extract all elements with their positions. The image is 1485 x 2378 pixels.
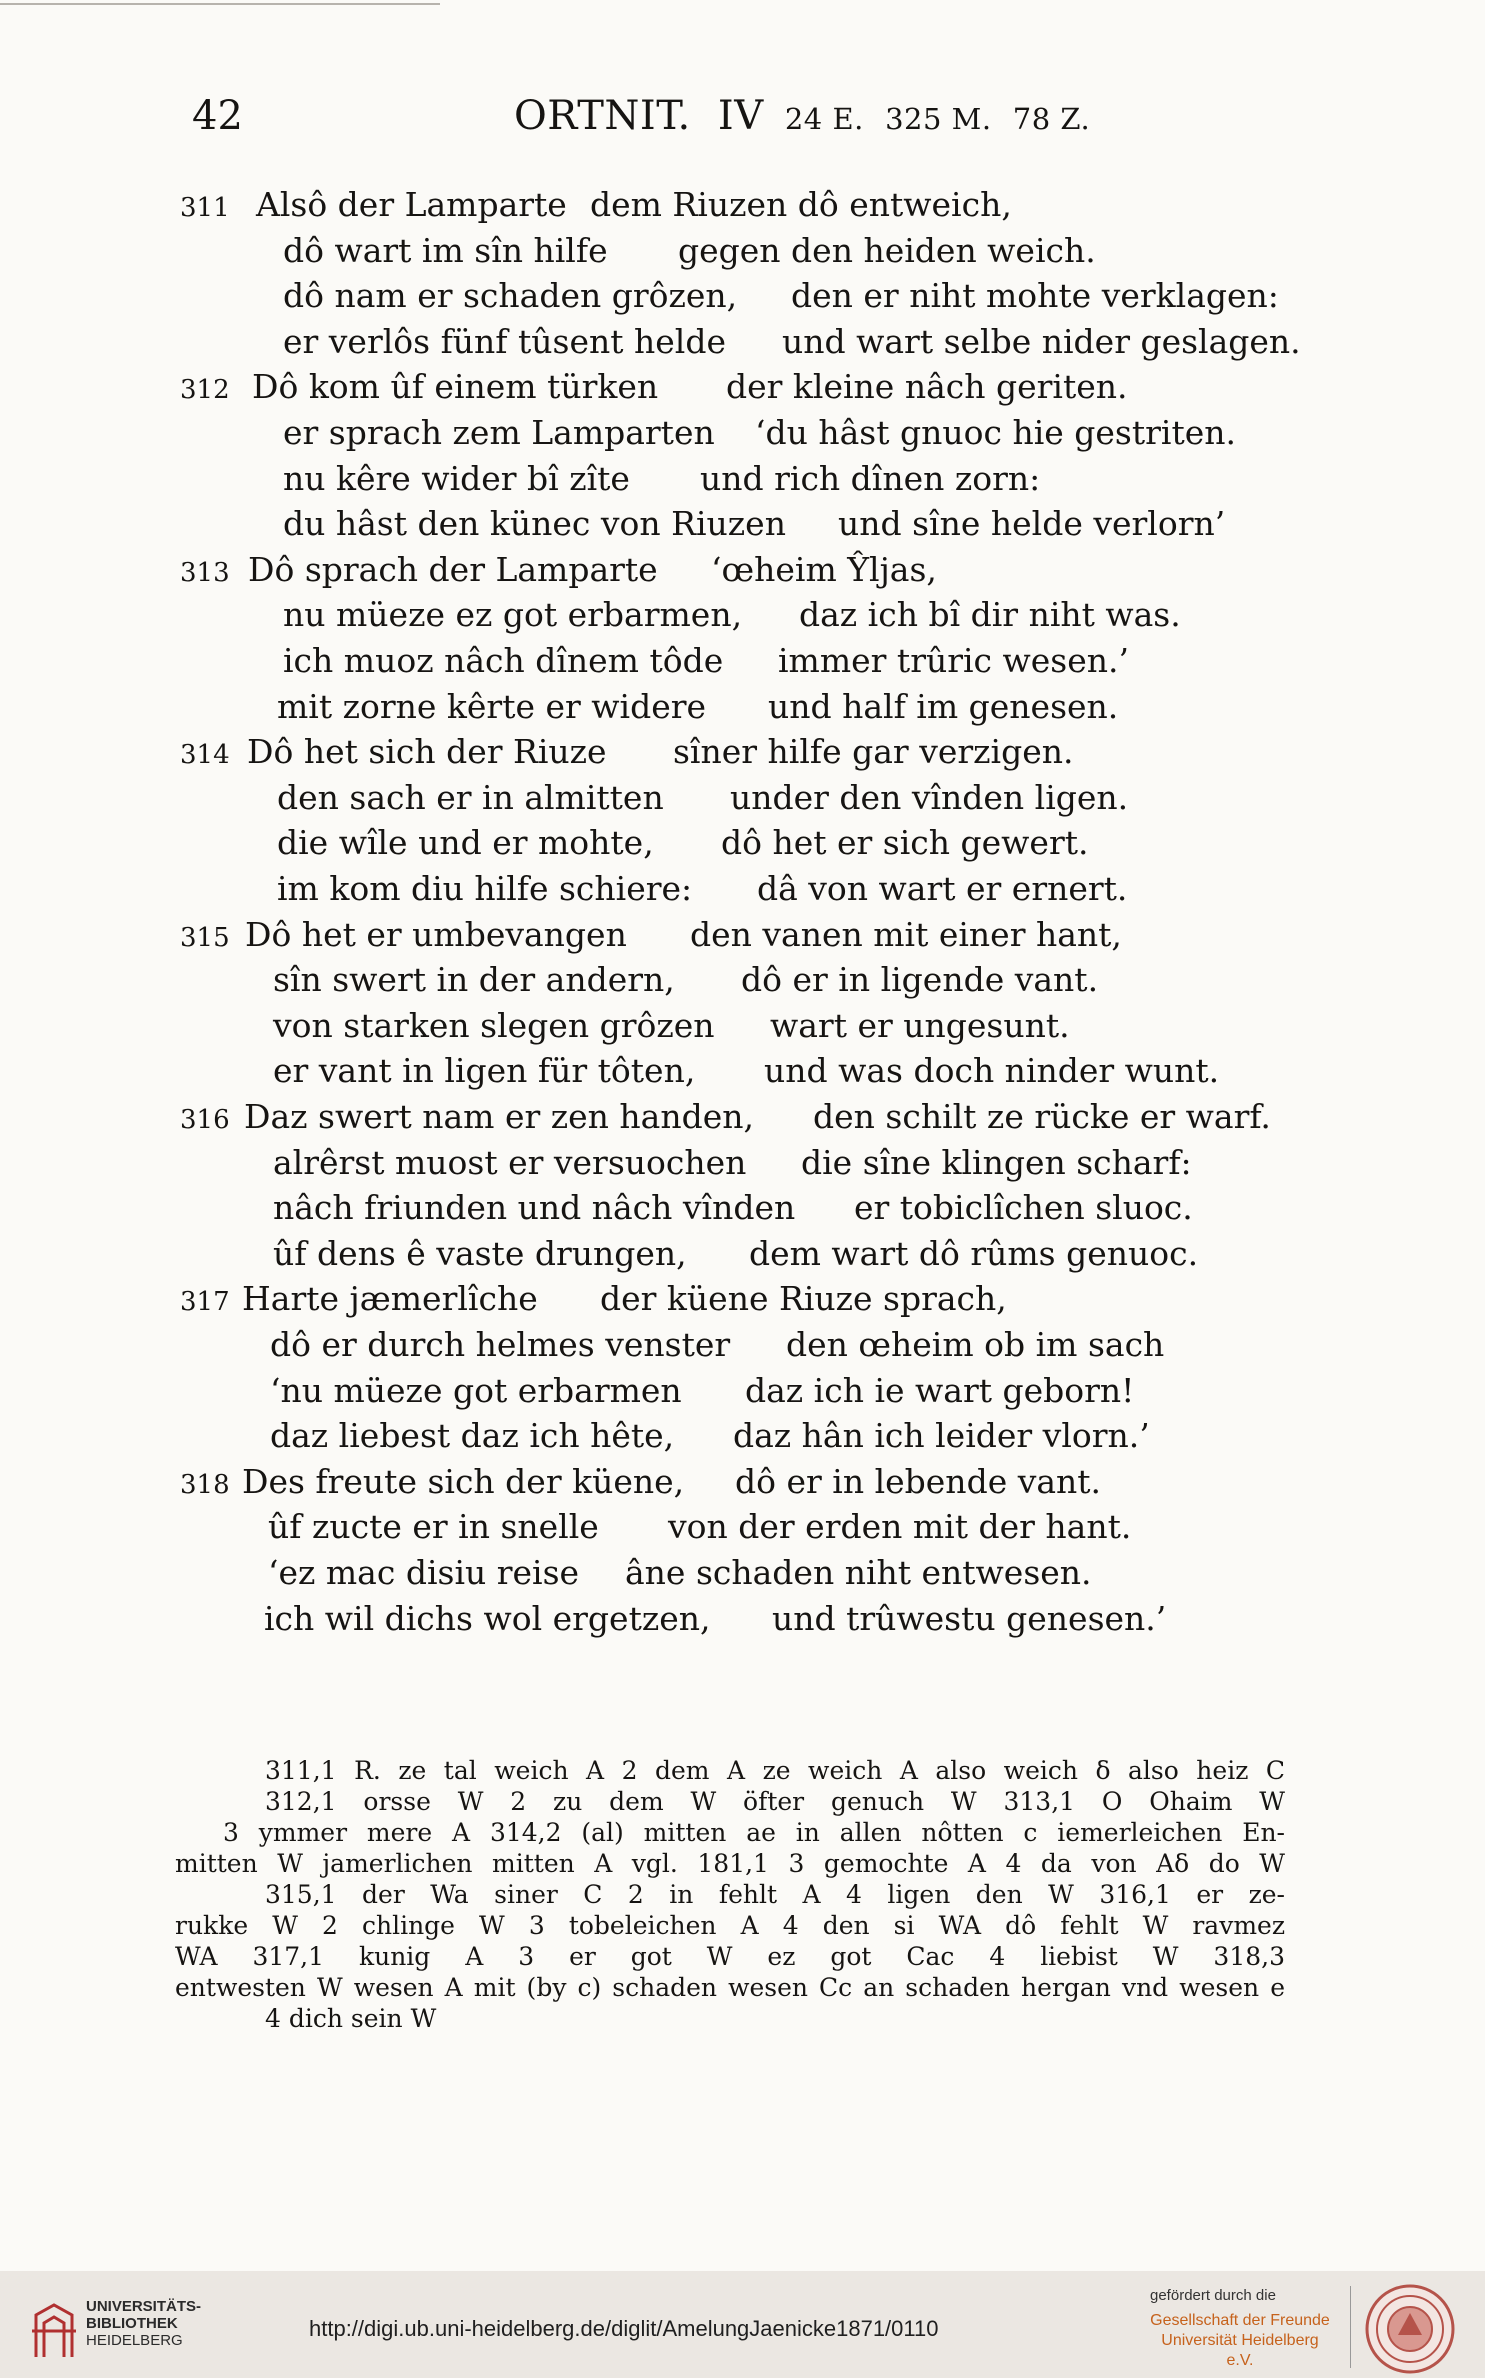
verse-second-half: den œheim ob im sach xyxy=(786,1325,1165,1364)
verse-second-half: den er niht mohte verklagen: xyxy=(791,276,1279,316)
apparatus-line: 311,1 R. ze tal weich A 2 dem A ze weich A also weich δ also heiz C xyxy=(265,1756,1285,1785)
verse-line xyxy=(0,1185,1485,1231)
verse-line xyxy=(0,957,1485,1003)
verse-second-half: under den vînden ligen. xyxy=(730,777,1129,817)
verse-first-half: er vant in ligen für tôten, xyxy=(273,1051,696,1091)
verse-first-half: daz liebest daz ich hête, xyxy=(270,1416,675,1456)
library-name-line: UNIVERSITÄTS- xyxy=(86,2298,202,2315)
verse-line xyxy=(0,273,1485,319)
apparatus-line: 3 ymmer mere A 314,2 (al) mitten ae in allen nôtten c iemerleichen En- xyxy=(223,1818,1285,1847)
verse-line xyxy=(0,1459,1485,1505)
verse-second-half: den vanen mit einer hant, xyxy=(690,914,1122,954)
verse-first-half: ûf dens ê vaste drungen, xyxy=(273,1233,687,1273)
stanza-number: 311 xyxy=(180,193,230,223)
society-name xyxy=(1149,2311,1331,2371)
verse-second-half: und trûwestu genesen.’ xyxy=(772,1598,1167,1638)
running-head-ref-e: 24 E. xyxy=(784,102,864,136)
verse-line xyxy=(0,1504,1485,1550)
apparatus-line: 4 dich sein W xyxy=(265,2004,437,2033)
running-head-title: ORTNIT. xyxy=(514,93,691,139)
verse-line xyxy=(0,501,1485,547)
stanza-number: 318 xyxy=(180,1469,230,1500)
verse-second-half: ‘du hâst gnuoc hie gestriten. xyxy=(755,413,1236,452)
verse-line xyxy=(0,775,1485,821)
verse-first-half: den sach er in almitten xyxy=(277,777,664,817)
library-name xyxy=(86,2298,201,2349)
verse-first-half: er verlôs fünf tûsent helde xyxy=(283,321,726,361)
verse-first-half: im kom diu hilfe schiere: xyxy=(277,869,693,908)
verse-line xyxy=(0,456,1485,502)
verse-second-half: den schilt ze rücke er warf. xyxy=(813,1097,1271,1136)
verse-second-half: die sîne klingen scharf: xyxy=(801,1142,1192,1182)
society-seal-icon xyxy=(1362,2283,1458,2375)
verse-second-half: dô het er sich gewert. xyxy=(721,823,1089,863)
library-name-line: BIBLIOTHEK xyxy=(86,2315,178,2332)
running-head-ref-m: 325 M. xyxy=(885,102,992,136)
verse-first-half: du hâst den künec von Riuzen xyxy=(283,504,786,544)
verse-second-half: dem Riuzen dô entweich, xyxy=(590,185,1012,224)
society-name-line: Gesellschaft der Freunde xyxy=(1150,2312,1330,2329)
apparatus-line: 315,1 der Wa siner C 2 in fehlt A 4 ligen den W 316,1 er ze- xyxy=(265,1880,1285,1909)
verse-first-half: mit zorne kêrte er widere xyxy=(277,686,707,726)
verse-line xyxy=(0,820,1485,866)
verse-first-half: ich muoz nâch dînem tôde xyxy=(283,641,724,680)
verse-first-half: nu müeze ez got erbarmen, xyxy=(283,595,743,635)
verse-line xyxy=(0,912,1485,958)
verse-first-half: Dô het sich der Riuze xyxy=(247,732,607,772)
running-head xyxy=(514,86,1090,146)
verse-second-half: und rich dînen zorn: xyxy=(700,458,1041,498)
apparatus-line: WA 317,1 kunig A 3 er got W ez got Cac 4 liebist W 318,3 xyxy=(175,1942,1285,1971)
verse-first-half: von starken slegen grôzen xyxy=(273,1005,715,1045)
verse-second-half: von der erden mit der hant. xyxy=(668,1507,1132,1547)
verse-second-half: dâ von wart er ernert. xyxy=(757,869,1128,908)
verse-second-half: der küene Riuze sprach, xyxy=(600,1279,1007,1319)
verse-second-half: und half im genesen. xyxy=(768,686,1119,726)
society-name-line: Universität Heidelberg e.V. xyxy=(1161,2332,1319,2369)
verse-line xyxy=(0,1276,1485,1322)
verse-line xyxy=(0,364,1485,410)
verse-second-half: der kleine nâch geriten. xyxy=(726,367,1128,407)
verse-first-half: Daz swert nam er zen handen, xyxy=(244,1097,754,1136)
verse-first-half: dô er durch helmes venster xyxy=(270,1325,731,1364)
verse-second-half: wart er ungesunt. xyxy=(770,1005,1070,1045)
verse-first-half: sîn swert in der andern, xyxy=(273,960,675,1000)
verse-second-half: ‘œheim Ŷljas, xyxy=(711,549,937,589)
verse-line xyxy=(0,1596,1485,1642)
verse-second-half: gegen den heiden weich. xyxy=(678,230,1096,270)
apparatus-line: entwesten W wesen A mit (by c) schaden wesen Cc an schaden hergan vnd wesen e xyxy=(175,1973,1285,2002)
verse-first-half: Dô kom ûf einem türken xyxy=(252,367,659,407)
verse-first-half: alrêrst muost er versuochen xyxy=(273,1142,747,1182)
verse-second-half: immer trûric wesen.’ xyxy=(778,641,1129,680)
verse-first-half: ûf zucte er in snelle xyxy=(268,1507,599,1547)
verse-first-half: die wîle und er mohte, xyxy=(277,823,654,863)
verse-second-half: und wart selbe nider geslagen. xyxy=(782,321,1301,361)
verse-first-half: Dô sprach der Lamparte xyxy=(248,549,658,589)
verse-line xyxy=(0,410,1485,456)
footer-divider xyxy=(1350,2286,1351,2368)
verse-line xyxy=(0,228,1485,274)
verse-second-half: dô er in ligende vant. xyxy=(741,960,1099,1000)
verse-first-half: ich wil dichs wol ergetzen, xyxy=(264,1598,711,1638)
running-head-book: IV xyxy=(717,93,764,139)
scan-top-edge xyxy=(0,3,440,5)
verse-second-half: dem wart dô rûms genuoc. xyxy=(749,1233,1199,1273)
verse-line xyxy=(0,1048,1485,1094)
verse-second-half: dô er in lebende vant. xyxy=(735,1461,1102,1501)
verse-line xyxy=(0,1368,1485,1414)
verse-line xyxy=(0,547,1485,593)
apparatus-line: mitten W jamerlichen mitten A vgl. 181,1 3 gemochte A 4 da von Aδ do W xyxy=(175,1849,1285,1878)
stanza-number: 312 xyxy=(180,375,230,406)
running-head-ref-z: 78 Z. xyxy=(1012,102,1091,136)
verse-line xyxy=(0,319,1485,365)
verse-first-half: Des freute sich der küene, xyxy=(242,1461,685,1501)
verse-first-half: nâch friunden und nâch vînden xyxy=(273,1188,796,1228)
ub-heidelberg-logo-icon xyxy=(28,2301,80,2359)
verse-line xyxy=(0,1322,1485,1368)
stanza-number: 315 xyxy=(180,922,230,953)
verse-line xyxy=(0,1140,1485,1186)
supported-by-label: gefördert durch die xyxy=(1150,2287,1276,2304)
verse-second-half: und sîne helde verlorn’ xyxy=(838,504,1226,544)
verse-first-half: dô nam er schaden grôzen, xyxy=(283,276,738,316)
verse-first-half: er sprach zem Lamparten xyxy=(283,413,715,452)
verse-first-half: nu kêre wider bî zîte xyxy=(283,458,630,498)
verse-first-half: dô wart im sîn hilfe xyxy=(283,230,608,270)
verse-first-half: Dô het er umbevangen xyxy=(245,914,627,954)
stanza-number: 317 xyxy=(180,1287,230,1318)
stanza-number: 314 xyxy=(180,740,230,771)
verse-line xyxy=(0,1003,1485,1049)
verse-second-half: âne schaden niht entwesen. xyxy=(625,1553,1092,1592)
verse-second-half: sîner hilfe gar verzigen. xyxy=(673,732,1074,772)
verse-line xyxy=(0,182,1485,228)
verse-second-half: und was doch ninder wunt. xyxy=(764,1051,1220,1091)
verse-second-half: daz hân ich leider vlorn.’ xyxy=(733,1416,1150,1456)
verse-line xyxy=(0,684,1485,730)
verse-first-half: Alsô der Lamparte xyxy=(256,185,567,224)
apparatus-line: 312,1 orsse W 2 zu dem W öfter genuch W 313,1 O Ohaim W xyxy=(265,1787,1285,1816)
verse-line xyxy=(0,729,1485,775)
verse-line xyxy=(0,638,1485,684)
permalink-url[interactable]: http://digi.ub.uni-heidelberg.de/diglit/AmelungJaenicke1871/0110 xyxy=(309,2316,939,2341)
digitization-footer xyxy=(0,2271,1485,2378)
critical-apparatus xyxy=(175,1755,1285,2034)
verse-line xyxy=(0,1550,1485,1596)
verse-line xyxy=(0,866,1485,912)
library-name-line: HEIDELBERG xyxy=(86,2332,183,2349)
verse-line xyxy=(0,592,1485,638)
verse-second-half: daz ich ie wart geborn! xyxy=(745,1370,1135,1410)
verse-line xyxy=(0,1413,1485,1459)
page-number: 42 xyxy=(192,93,243,139)
apparatus-line: rukke W 2 chlinge W 3 tobeleichen A 4 den si WA dô fehlt W ravmez xyxy=(175,1911,1285,1940)
verse-second-half: er tobiclîchen sluoc. xyxy=(854,1188,1193,1228)
stanza-number: 316 xyxy=(180,1105,230,1135)
stanza-number: 313 xyxy=(180,557,230,588)
verse-line xyxy=(0,1094,1485,1140)
verse-first-half: ‘nu müeze got erbarmen xyxy=(270,1370,682,1410)
verse-second-half: daz ich bî dir niht was. xyxy=(799,595,1181,635)
verse-first-half: Harte jæmerlîche xyxy=(242,1279,538,1319)
verse-line xyxy=(0,1231,1485,1277)
verse-first-half: ‘ez mac disiu reise xyxy=(268,1553,580,1592)
